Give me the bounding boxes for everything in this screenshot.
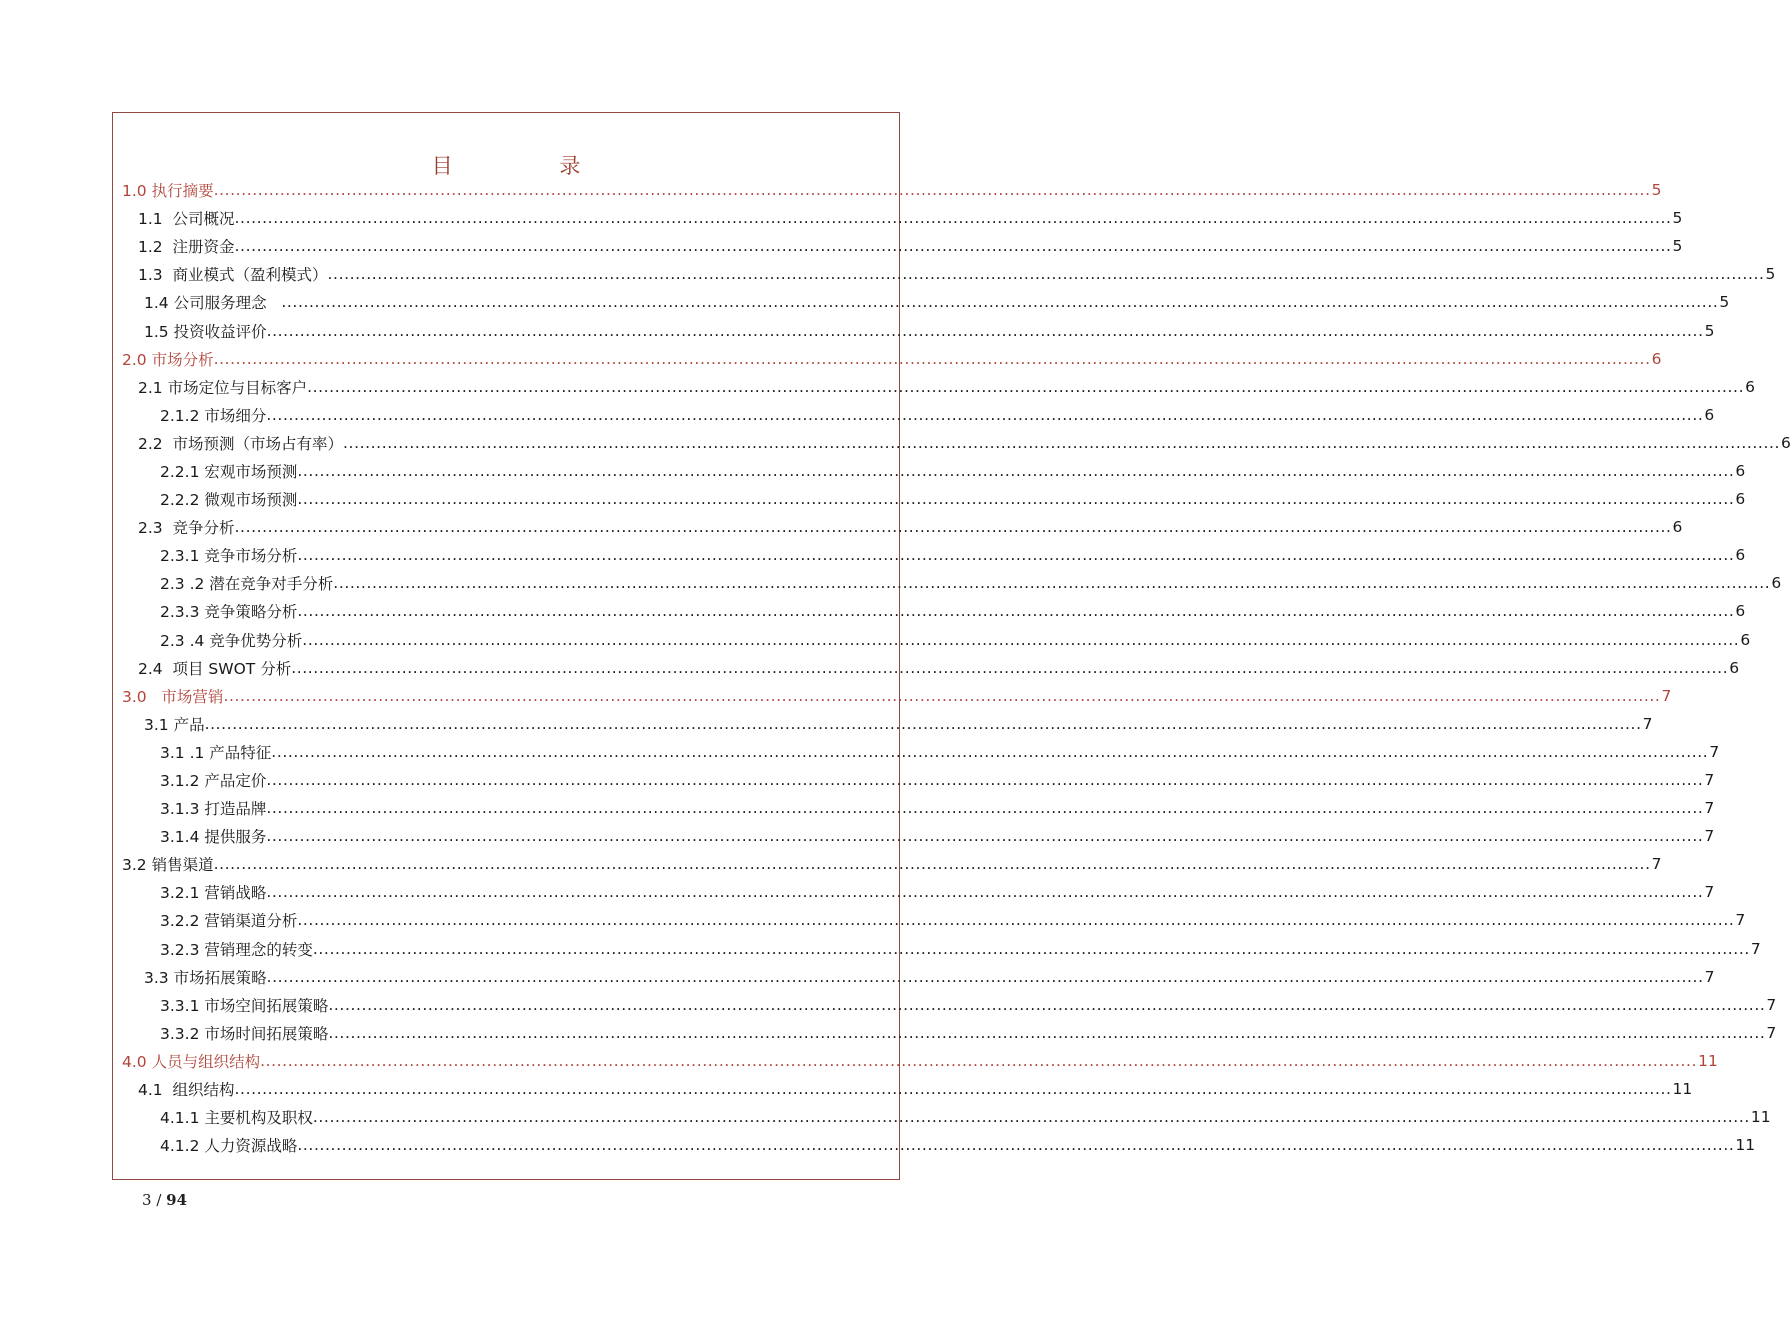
toc-entry-page: 6 [1704,405,1715,424]
toc-entry[interactable] [122,597,1746,625]
page-number [142,1191,187,1209]
toc-entry-page: 6 [1735,461,1746,480]
toc-entry-label: 1.4 公司服务理念 [144,294,282,313]
toc-entry-label: 3.1.3 打造品牌 [160,800,267,819]
toc-entry-label: 3.2 销售渠道 [122,856,214,875]
toc-entry-label: 3.0 市场营销 [122,687,224,706]
toc-entry[interactable] [122,794,1715,822]
toc-leader-dots: .................................................................................................................................................................................................................................................................... [297,602,1735,621]
toc-leader-dots: .................................................................................................................................................................................................................................................................... [260,1051,1698,1070]
toc-entry-page: 6 [1781,433,1791,452]
toc-entry[interactable] [122,541,1746,569]
toc-entry-label: 3.2.1 营销战略 [160,884,267,903]
toc-entry-page: 6 [1651,349,1662,368]
toc-entry[interactable] [122,682,1672,710]
toc-entry-label: 3.3.2 市场时间拓展策略 [160,1024,329,1043]
toc-entry-page: 7 [1766,1023,1777,1042]
toc-entry-label: 2.3.1 竞争市场分析 [160,547,298,566]
toc-entry-page: 5 [1765,265,1776,284]
toc-entry-label: 2.4 项目 SWOT 分析 [138,659,292,678]
toc-leader-dots: .................................................................................................................................................................................................................................................................... [271,742,1709,761]
toc-entry-label: 4.1.1 主要机构及职权 [160,1109,313,1128]
toc-entry-page: 5 [1672,237,1683,256]
toc-entry[interactable] [122,204,1683,232]
toc-entry-label: 1.3 商业模式（盈利模式） [138,266,328,285]
toc-entry-page: 7 [1642,714,1653,733]
toc-entry-label: 3.1 .1 产品特征 [160,743,272,762]
toc-entry-page: 6 [1672,518,1683,537]
toc-entry[interactable] [122,1047,1718,1075]
toc-entry[interactable] [122,1019,1777,1047]
toc-leader-dots: .................................................................................................................................................................................................................................................................... [266,967,1704,986]
toc-entry[interactable] [122,429,1791,457]
toc-entry[interactable] [122,345,1662,373]
toc-entry-page: 5 [1651,181,1662,200]
toc-leader-dots: .................................................................................................................................................................................................................................................................... [213,349,1651,368]
toc-leader-dots: .................................................................................................................................................................................................................................................................... [343,433,1781,452]
toc-leader-dots: .................................................................................................................................................................................................................................................................... [204,714,1642,733]
toc-entry-label: 1.1 公司概况 [138,210,235,229]
toc-leader-dots: .................................................................................................................................................................................................................................................................... [297,490,1735,509]
toc-entry-label: 3.1 产品 [144,715,205,734]
toc-entry[interactable] [122,766,1715,794]
toc-entry[interactable] [122,569,1782,597]
toc-entry-page: 11 [1735,1136,1756,1155]
toc-entry-page: 7 [1704,967,1715,986]
toc-entry-label: 2.3.3 竞争策略分析 [160,603,298,622]
toc-entry[interactable] [122,401,1715,429]
toc-leader-dots: .................................................................................................................................................................................................................................................................... [266,405,1704,424]
toc-leader-dots: .................................................................................................................................................................................................................................................................... [266,799,1704,818]
toc-entry-label: 2.2.2 微观市场预测 [160,491,298,510]
toc-entry[interactable] [122,654,1740,682]
toc-entry-label: 2.2 市场预测（市场占有率） [138,434,344,453]
toc-leader-dots: .................................................................................................................................................................................................................................................................... [266,827,1704,846]
toc-entry[interactable] [122,316,1715,344]
toc-entry[interactable] [122,906,1746,934]
toc-entry-label: 2.3 竞争分析 [138,519,235,538]
toc-entry-page: 7 [1661,686,1672,705]
toc-entry[interactable] [122,1131,1756,1159]
toc-entry-label: 1.5 投资收益评价 [144,322,267,341]
toc-entry-page: 6 [1735,602,1746,621]
toc-leader-dots: .................................................................................................................................................................................................................................................................... [297,461,1735,480]
toc-entry-label: 1.2 注册资金 [138,238,235,257]
toc-entry-label: 2.1.2 市场细分 [160,406,267,425]
toc-entry-page: 11 [1698,1051,1718,1070]
toc-leader-dots: .................................................................................................................................................................................................................................................................... [327,265,1765,284]
toc-leader-dots: .................................................................................................................................................................................................................................................................... [328,995,1766,1014]
table-of-contents [122,176,1791,1159]
toc-entry[interactable] [122,176,1662,204]
toc-entry-page: 5 [1672,209,1683,228]
toc-entry-label: 4.1.2 人力资源战略 [160,1137,298,1156]
toc-leader-dots: .................................................................................................................................................................................................................................................................... [213,855,1651,874]
toc-title: 目 录 [431,154,631,178]
toc-entry-label: 3.3 市场拓展策略 [144,968,267,987]
toc-entry-page: 7 [1704,799,1715,818]
toc-leader-dots: .................................................................................................................................................................................................................................................................... [297,546,1735,565]
toc-entry-page: 6 [1740,630,1751,649]
toc-leader-dots: .................................................................................................................................................................................................................................................................... [333,574,1771,593]
toc-leader-dots: .................................................................................................................................................................................................................................................................... [312,939,1750,958]
toc-entry-page: 5 [1704,321,1715,340]
toc-entry-page: 7 [1704,771,1715,790]
toc-leader-dots: .................................................................................................................................................................................................................................................................... [307,377,1745,396]
toc-entry-page: 7 [1704,883,1715,902]
toc-leader-dots: .................................................................................................................................................................................................................................................................... [266,771,1704,790]
page-separator: / [151,1191,167,1209]
toc-entry-label: 2.3 .4 竞争优势分析 [160,631,303,650]
toc-entry-label: 3.2.2 营销渠道分析 [160,912,298,931]
toc-leader-dots: .................................................................................................................................................................................................................................................................... [234,237,1672,256]
toc-entry[interactable] [122,822,1715,850]
toc-entry-page: 7 [1651,855,1662,874]
toc-entry-label: 2.0 市场分析 [122,350,214,369]
toc-entry[interactable] [122,1075,1693,1103]
toc-entry-page: 6 [1771,574,1782,593]
toc-leader-dots: .................................................................................................................................................................................................................................................................... [281,293,1719,312]
toc-entry-page: 5 [1719,293,1730,312]
toc-entry-page: 11 [1672,1080,1693,1099]
toc-entry[interactable] [122,850,1662,878]
toc-entry-page: 11 [1750,1108,1771,1127]
toc-entry-page: 7 [1704,827,1715,846]
toc-leader-dots: .................................................................................................................................................................................................................................................................... [302,630,1740,649]
toc-entry-label: 3.3.1 市场空间拓展策略 [160,996,329,1015]
toc-entry-label: 4.0 人员与组织结构 [122,1052,261,1071]
toc-entry-page: 6 [1735,490,1746,509]
toc-leader-dots: .................................................................................................................................................................................................................................................................... [312,1108,1750,1127]
toc-entry[interactable] [122,485,1746,513]
toc-entry[interactable] [122,457,1746,485]
toc-leader-dots: .................................................................................................................................................................................................................................................................... [234,518,1672,537]
toc-entry-page: 7 [1709,742,1720,761]
toc-leader-dots: .................................................................................................................................................................................................................................................................... [297,911,1735,930]
toc-entry-page: 7 [1766,995,1777,1014]
toc-entry[interactable] [122,260,1776,288]
toc-entry-label: 2.1 市场定位与目标客户 [138,378,308,397]
toc-entry[interactable] [122,738,1720,766]
toc-entry[interactable] [122,991,1777,1019]
toc-entry[interactable] [122,710,1653,738]
toc-leader-dots: .................................................................................................................................................................................................................................................................... [213,181,1651,200]
toc-entry-page: 6 [1735,546,1746,565]
toc-entry-label: 3.2.3 营销理念的转变 [160,940,313,959]
toc-entry-label: 3.1.2 产品定价 [160,772,267,791]
total-pages: 94 [166,1191,188,1209]
toc-leader-dots: .................................................................................................................................................................................................................................................................... [266,321,1704,340]
toc-leader-dots: .................................................................................................................................................................................................................................................................... [291,658,1729,677]
toc-entry[interactable] [122,232,1683,260]
toc-entry[interactable] [122,513,1683,541]
toc-leader-dots: .................................................................................................................................................................................................................................................................... [234,1080,1672,1099]
toc-entry[interactable] [122,288,1730,316]
toc-entry-label: 3.1.4 提供服务 [160,828,267,847]
toc-entry[interactable] [122,935,1761,963]
toc-entry-label: 4.1 组织结构 [138,1081,235,1100]
toc-entry[interactable] [122,878,1715,906]
toc-entry-page: 6 [1729,658,1740,677]
toc-entry-label: 1.0 执行摘要 [122,182,214,201]
toc-entry-page: 7 [1735,911,1746,930]
toc-leader-dots: .................................................................................................................................................................................................................................................................... [223,686,1661,705]
current-page: 3 [142,1191,152,1209]
toc-leader-dots: .................................................................................................................................................................................................................................................................... [297,1136,1735,1155]
toc-entry-page: 7 [1750,939,1761,958]
toc-leader-dots: .................................................................................................................................................................................................................................................................... [328,1023,1766,1042]
toc-entry[interactable] [122,1103,1771,1131]
toc-leader-dots: .................................................................................................................................................................................................................................................................... [234,209,1672,228]
toc-entry-label: 2.3 .2 潜在竞争对手分析 [160,575,334,594]
toc-entry-page: 6 [1745,377,1755,396]
toc-entry[interactable] [122,373,1755,401]
toc-entry[interactable] [122,963,1715,991]
toc-entry[interactable] [122,626,1751,654]
toc-entry-label: 2.2.1 宏观市场预测 [160,462,298,481]
toc-leader-dots: .................................................................................................................................................................................................................................................................... [266,883,1704,902]
